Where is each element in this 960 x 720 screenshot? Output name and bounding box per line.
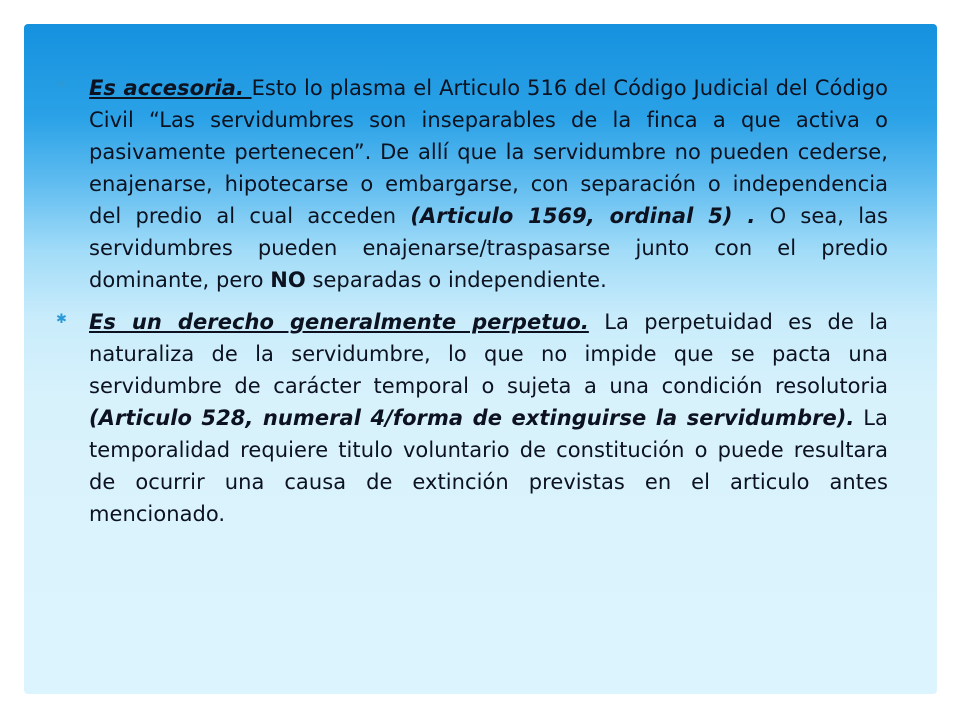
bullet-text <box>89 72 888 296</box>
bullet-text <box>89 306 888 530</box>
bullet-item-perpetuo <box>56 306 888 530</box>
bullet-body: separadas o independiente. <box>305 268 607 292</box>
bullet-item-accesoria <box>56 72 888 296</box>
bullet-body: Esto lo plasma el Articulo 516 del Código Judicial del Código Civil “Las servidumbres son inseparables de la finca a que activa o pasivamente pertenecen”. De allí que la servidumbre no pueden cederse, enajenarse, hipotecarse o embargarse, con separación o independencia del predio al cual acceden <box>89 76 888 228</box>
asterisk-bullet-icon: ✱ <box>56 312 67 327</box>
emphasis-no: NO <box>270 268 306 292</box>
article-reference: (Articulo 1569, ordinal 5) . <box>410 204 756 228</box>
bullet-lead: Es un derecho generalmente perpetuo. <box>89 310 589 334</box>
article-reference: (Articulo 528, numeral 4/forma de extinguirse la servidumbre). <box>89 406 855 430</box>
bullet-body: O sea, las servidumbres pueden enajenarse/traspasarse junto con el predio dominante, pero <box>89 204 889 292</box>
bullet-body: La temporalidad requiere titulo voluntario de constitución o puede resultara de ocurrir una causa de extinción previstas en el articulo antes mencionado. <box>89 406 888 526</box>
bullet-lead: Es accesoria. <box>89 76 252 100</box>
bullet-body: La perpetuidad es de la naturaliza de la servidumbre, lo que no impide que se pacta una servidumbre de carácter temporal o sujeta a una condición resolutoria <box>89 310 889 398</box>
asterisk-bullet-icon: ✱ <box>56 78 67 93</box>
bullet-list <box>56 72 888 540</box>
